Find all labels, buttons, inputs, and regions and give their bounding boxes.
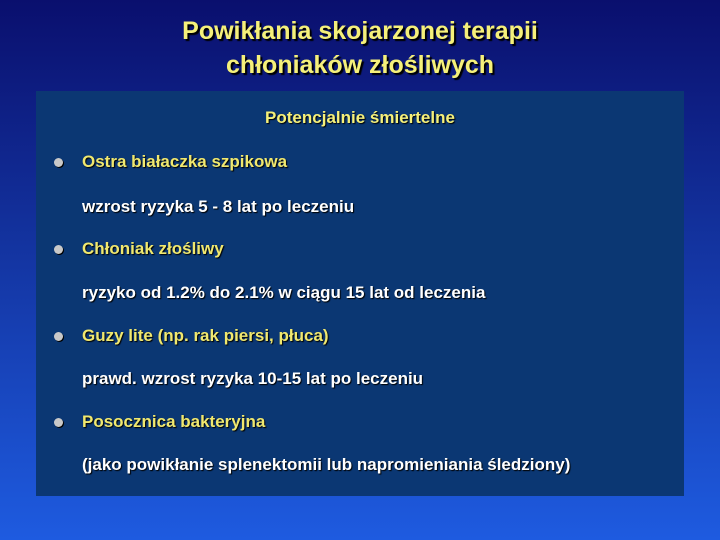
- bullet-item-1: [54, 149, 287, 175]
- slide-title-line-1: Powikłania skojarzonej terapii: [182, 17, 538, 45]
- bullet-item-3: [54, 323, 329, 349]
- subtitle: Potencjalnie śmiertelne: [265, 108, 455, 127]
- bullet-detail: ryzyko od 1.2% do 2.1% w ciągu 15 lat od leczenia: [82, 283, 486, 302]
- bullet-dot-icon: [54, 332, 63, 341]
- bullet-dot-icon: [54, 245, 63, 254]
- bullet-heading: Posocznica bakteryjna: [82, 412, 266, 431]
- content-box: [36, 91, 684, 496]
- bullet-detail: prawd. wzrost ryzyka 10-15 lat po leczeniu: [82, 369, 424, 388]
- slide-title: [0, 14, 720, 82]
- bullet-heading: Guzy lite (np. rak piersi, płuca): [82, 326, 329, 345]
- bullet-item-2: [54, 236, 224, 262]
- bullet-dot-icon: [54, 418, 63, 427]
- bullet-item-4: [54, 409, 265, 435]
- bullet-dot-icon: [54, 158, 63, 167]
- bullet-detail: wzrost ryzyka 5 - 8 lat po leczeniu: [82, 197, 355, 216]
- slide-title-line-2: chłoniaków złośliwych: [225, 51, 495, 79]
- bullet-heading: Chłoniak złośliwy: [82, 239, 224, 258]
- bullet-heading: Ostra białaczka szpikowa: [82, 152, 288, 171]
- bullet-detail: (jako powikłanie splenektomii lub napromieniania śledziony): [82, 455, 571, 474]
